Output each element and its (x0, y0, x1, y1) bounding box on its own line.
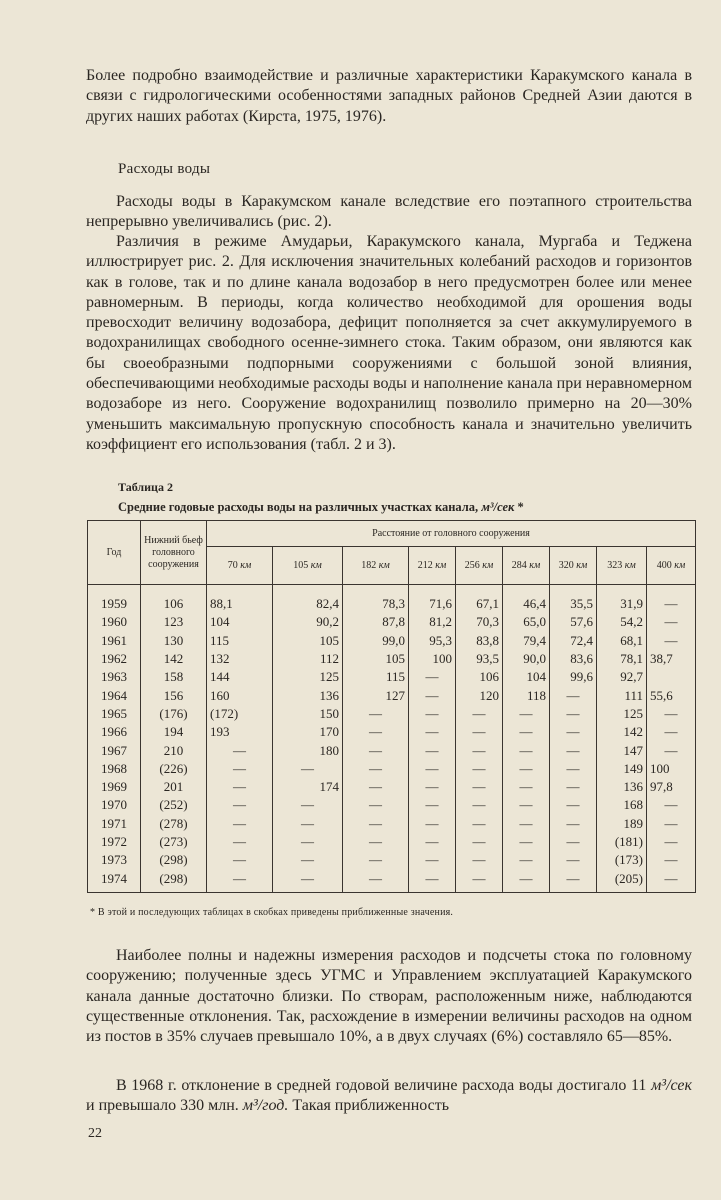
discharge-cell: — (273, 851, 343, 869)
table-row (88, 585, 696, 614)
discharge-cell: 105 (273, 632, 343, 650)
discharge-cell: — (409, 668, 456, 686)
discharge-cell: — (409, 778, 456, 796)
year-cell: 1968 (88, 760, 141, 778)
discharge-cell: — (409, 869, 456, 892)
discharge-cell: — (343, 869, 409, 892)
discharge-cell: — (343, 833, 409, 851)
discharge-cell: (181) (597, 833, 647, 851)
paragraph-4-unit-a: м³/сек (651, 1077, 693, 1094)
discharge-cell: — (550, 778, 597, 796)
year-cell: 1971 (88, 815, 141, 833)
discharge-cell: 127 (343, 686, 409, 704)
paragraph-4-text-b: и превышало 330 млн. (86, 1097, 239, 1115)
discharge-cell: (226) (141, 760, 207, 778)
paragraph-4-text-c: Такая приближенность (292, 1097, 450, 1115)
discharge-cell: — (503, 760, 550, 778)
discharge-cell: 93,5 (456, 650, 503, 668)
year-cell: 1959 (88, 585, 141, 614)
header-lower-tailwater: Нижний бьеф головного сооружения (141, 521, 207, 585)
discharge-cell: — (343, 851, 409, 869)
discharge-cell: 106 (456, 668, 503, 686)
discharge-cell: — (409, 686, 456, 704)
discharge-cell: 92,7 (597, 668, 647, 686)
discharge-cell: 142 (597, 723, 647, 741)
distance-value: 256 (464, 559, 483, 571)
discharge-cell: — (273, 869, 343, 892)
table-row (88, 796, 696, 814)
discharge-cell: — (207, 741, 273, 759)
table-row (88, 632, 696, 650)
table-row (88, 650, 696, 668)
discharge-cell: — (647, 585, 696, 614)
discharge-cell: — (647, 632, 696, 650)
discharge-cell: — (456, 796, 503, 814)
table-row (88, 760, 696, 778)
discharge-cell: — (207, 833, 273, 851)
distance-value: 212 (417, 559, 436, 571)
discharge-cell: 68,1 (597, 632, 647, 650)
discharge-cell: — (456, 760, 503, 778)
discharge-cell: 83,6 (550, 650, 597, 668)
discharge-cell: — (273, 833, 343, 851)
distance-value: 105 (293, 559, 311, 571)
discharge-cell: 118 (503, 686, 550, 704)
paragraph-2: Различия в режиме Амударьи, Каракумского канала, Мургаба и Теджена иллюстрирует рис. 2. Для исключения значительных колебаний расходов и горизонтов как в голове, так и по длине канала водозабор в него предусмотрен более или менее равномерным. В периоды, когда количество необходимой для орошения воды превосходит величину водозабора, дефицит пополняется за счет аккумулируемого в водохранилищах свободного осенне-зимнего стока. Таким образом, они являются как бы своеобразными подпорными сооружениями с большой зоной влияния, обеспечивающими необходимые расходы воды и наполнение канала при неравномерном водозаборе из него. Сооружение водохранилищ позволило примерно на 20—30% уменьшить максимальную пропускную способность канала и значительно увеличить коэффициент его использования (табл. 2 и 3). (86, 233, 692, 453)
distance-unit: км (482, 559, 494, 571)
paragraph-4 (86, 1076, 692, 1117)
header-distance: Расстояние от головного сооружения (207, 521, 696, 547)
discharge-cell: — (647, 851, 696, 869)
discharge-cell (647, 668, 696, 686)
year-cell: 1974 (88, 869, 141, 892)
discharge-cell: — (343, 723, 409, 741)
discharge-cell: 170 (273, 723, 343, 741)
discharge-cell: 105 (343, 650, 409, 668)
discharge-cell: — (550, 796, 597, 814)
discharge-cell: — (456, 778, 503, 796)
header-distance-212 (409, 547, 456, 585)
discharge-cell: — (207, 815, 273, 833)
year-cell: 1966 (88, 723, 141, 741)
discharge-cell: — (503, 833, 550, 851)
discharge-cell: (172) (207, 705, 273, 723)
header-year: Год (88, 521, 141, 585)
header-distance-323 (597, 547, 647, 585)
year-cell: 1965 (88, 705, 141, 723)
discharge-cell: 88,1 (207, 585, 273, 614)
discharge-cell: 46,4 (503, 585, 550, 614)
discharge-cell: — (343, 741, 409, 759)
discharge-cell: 81,2 (409, 613, 456, 631)
discharge-cell: 125 (273, 668, 343, 686)
discharge-cell: 194 (141, 723, 207, 741)
discharge-cell: (205) (597, 869, 647, 892)
table-row (88, 833, 696, 851)
distance-unit: км (435, 559, 447, 571)
discharge-cell: — (503, 796, 550, 814)
distance-value: 400 (656, 559, 675, 571)
table-caption-mark: * (517, 500, 524, 514)
discharge-cell: — (207, 760, 273, 778)
discharge-cell: 115 (343, 668, 409, 686)
table-row (88, 778, 696, 796)
discharge-cell: 100 (647, 760, 696, 778)
discharge-cell: 156 (141, 686, 207, 704)
distance-unit: км (624, 559, 636, 571)
discharge-cell: 83,8 (456, 632, 503, 650)
discharge-cell: — (273, 796, 343, 814)
discharge-cell: 95,3 (409, 632, 456, 650)
discharge-cell: 35,5 (550, 585, 597, 614)
discharge-cell: 136 (597, 778, 647, 796)
table-footnote: * В этой и последующих таблицах в скобках приведены приближенные значения. (90, 907, 454, 918)
discharge-cell: 54,2 (597, 613, 647, 631)
paragraph-4-unit-b: м³/год. (242, 1097, 289, 1115)
discharge-cell: — (343, 815, 409, 833)
discharge-cell: — (550, 851, 597, 869)
header-distance-400 (647, 547, 696, 585)
discharge-cell: 142 (141, 650, 207, 668)
discharge-cell: 174 (273, 778, 343, 796)
discharge-cell: — (273, 760, 343, 778)
distance-value: 320 (558, 559, 577, 571)
discharge-cell: 100 (409, 650, 456, 668)
discharge-cell: 90,0 (503, 650, 550, 668)
year-cell: 1960 (88, 613, 141, 631)
header-distance-320 (550, 547, 597, 585)
discharge-cell: 99,6 (550, 668, 597, 686)
discharge-cell: — (550, 760, 597, 778)
discharge-cell: — (647, 613, 696, 631)
header-distance-105 (273, 547, 343, 585)
discharge-cell: 160 (207, 686, 273, 704)
table-row (88, 815, 696, 833)
discharge-cell: — (409, 705, 456, 723)
discharge-cell: — (456, 833, 503, 851)
discharge-cell: — (273, 815, 343, 833)
discharge-cell: — (550, 869, 597, 892)
discharge-cell: 149 (597, 760, 647, 778)
discharge-cell: — (647, 705, 696, 723)
intro-paragraph: Более подробно взаимодействие и различные характеристики Каракумского канала в связи с гидрологическими особенностями западных районов Средней Азии даются в других наших работах (Кирста, 1975, 1976). (86, 67, 692, 125)
paragraph-1: Расходы воды в Каракумском канале вследствие его поэтапного строительства непрерывно увеличивались (рис. 2). (86, 193, 692, 231)
year-cell: 1964 (88, 686, 141, 704)
discharge-cell: 147 (597, 741, 647, 759)
discharge-cell: (173) (597, 851, 647, 869)
discharge-cell: — (207, 778, 273, 796)
discharge-cell: — (409, 851, 456, 869)
table-row (88, 613, 696, 631)
distance-unit: км (310, 559, 322, 571)
discharge-cell: — (409, 833, 456, 851)
discharge-cell: — (207, 869, 273, 892)
discharge-cell: 130 (141, 632, 207, 650)
year-cell: 1962 (88, 650, 141, 668)
discharge-cell: 90,2 (273, 613, 343, 631)
year-cell: 1963 (88, 668, 141, 686)
discharge-cell: — (409, 760, 456, 778)
discharge-cell: — (409, 815, 456, 833)
discharge-cell: — (207, 851, 273, 869)
discharge-cell: — (343, 778, 409, 796)
header-distance-284 (503, 547, 550, 585)
discharge-cell: (298) (141, 851, 207, 869)
page-number: 22 (88, 1126, 102, 1141)
discharge-cell: 99,0 (343, 632, 409, 650)
discharge-cell: — (343, 796, 409, 814)
distance-unit: км (674, 559, 686, 571)
table-caption (118, 500, 524, 515)
discharge-cell: 72,4 (550, 632, 597, 650)
discharge-cell: 189 (597, 815, 647, 833)
discharge-cell: — (343, 760, 409, 778)
table-row (88, 686, 696, 704)
discharge-cell: — (456, 723, 503, 741)
discharge-cell: — (503, 851, 550, 869)
discharge-cell: — (550, 815, 597, 833)
table-caption-text: Средние годовые расходы воды на различных участках канала, (118, 500, 479, 514)
discharge-cell: — (503, 705, 550, 723)
discharge-cell: 65,0 (503, 613, 550, 631)
discharge-cell: 70,3 (456, 613, 503, 631)
discharge-cell: — (550, 741, 597, 759)
section-heading: Расходы воды (118, 161, 211, 177)
discharge-cell: — (456, 815, 503, 833)
year-cell: 1972 (88, 833, 141, 851)
discharge-cell: 193 (207, 723, 273, 741)
table-row (88, 851, 696, 869)
discharge-cell: 31,9 (597, 585, 647, 614)
discharge-cell: 180 (273, 741, 343, 759)
paragraph-3: Наиболее полны и надежны измерения расходов и подсчеты стока по головному сооружению; полученные здесь УГМС и Управлением эксплуатацией Каракумского канала данные достаточно близки. По створам, расположенным ниже, наблюдаются существенные отклонения. Так, расхождение в измерении величины расходов на одном из постов в 35% случаев превышало 10%, а в двух случаях (6%) составляло 65—85%. (86, 947, 692, 1046)
discharge-cell: 55,6 (647, 686, 696, 704)
discharge-cell: — (647, 796, 696, 814)
distance-unit: км (240, 559, 252, 571)
discharge-cell: 115 (207, 632, 273, 650)
header-distance-256 (456, 547, 503, 585)
discharge-cell: 71,6 (409, 585, 456, 614)
discharge-cell: 112 (273, 650, 343, 668)
discharge-cell: 168 (597, 796, 647, 814)
discharge-cell: — (456, 741, 503, 759)
discharge-cell: (278) (141, 815, 207, 833)
discharge-cell: (273) (141, 833, 207, 851)
discharge-cell: 210 (141, 741, 207, 759)
discharge-cell: — (343, 705, 409, 723)
distance-value: 182 (361, 559, 379, 571)
discharge-cell: — (409, 723, 456, 741)
discharge-cell: — (647, 815, 696, 833)
distance-unit: км (529, 559, 541, 571)
discharge-cell: (298) (141, 869, 207, 892)
discharge-cell: — (456, 851, 503, 869)
discharge-cell: — (550, 833, 597, 851)
year-cell: 1970 (88, 796, 141, 814)
distance-unit: км (576, 559, 588, 571)
discharge-cell: — (647, 869, 696, 892)
discharge-cell: 132 (207, 650, 273, 668)
discharge-cell: — (207, 796, 273, 814)
discharge-cell: 201 (141, 778, 207, 796)
discharge-cell: 78,1 (597, 650, 647, 668)
year-cell: 1969 (88, 778, 141, 796)
discharge-cell: 106 (141, 585, 207, 614)
discharge-cell: 57,6 (550, 613, 597, 631)
discharge-cell: — (550, 705, 597, 723)
distance-value: 70 (227, 559, 241, 571)
discharge-cell: — (409, 741, 456, 759)
discharge-cell: 67,1 (456, 585, 503, 614)
distance-value: 323 (607, 559, 625, 571)
discharge-cell: — (456, 705, 503, 723)
discharge-table (87, 520, 696, 893)
discharge-cell: 123 (141, 613, 207, 631)
discharge-cell: — (503, 741, 550, 759)
table-row (88, 705, 696, 723)
discharge-cell: 87,8 (343, 613, 409, 631)
discharge-cell: 97,8 (647, 778, 696, 796)
discharge-cell: 125 (597, 705, 647, 723)
discharge-cell: 78,3 (343, 585, 409, 614)
table-row (88, 869, 696, 892)
year-cell: 1961 (88, 632, 141, 650)
distance-unit: км (378, 559, 390, 571)
discharge-cell: — (456, 869, 503, 892)
discharge-cell: 136 (273, 686, 343, 704)
table-row (88, 723, 696, 741)
discharge-cell: — (550, 723, 597, 741)
table-label: Таблица 2 (118, 480, 173, 494)
discharge-cell: — (647, 723, 696, 741)
table-caption-unit: м³/сек (481, 500, 515, 514)
discharge-cell: (176) (141, 705, 207, 723)
discharge-cell: 120 (456, 686, 503, 704)
year-cell: 1967 (88, 741, 141, 759)
discharge-cell: — (647, 833, 696, 851)
discharge-cell: 104 (503, 668, 550, 686)
discharge-cell: — (503, 778, 550, 796)
table-row (88, 741, 696, 759)
discharge-cell: 158 (141, 668, 207, 686)
discharge-cell: 144 (207, 668, 273, 686)
discharge-cell: — (550, 686, 597, 704)
header-distance-182 (343, 547, 409, 585)
discharge-cell: — (503, 723, 550, 741)
discharge-cell: 111 (597, 686, 647, 704)
discharge-cell: 79,4 (503, 632, 550, 650)
discharge-cell: — (409, 796, 456, 814)
header-distance-70 (207, 547, 273, 585)
discharge-cell: — (503, 815, 550, 833)
discharge-cell: 104 (207, 613, 273, 631)
discharge-cell: (252) (141, 796, 207, 814)
table-row (88, 668, 696, 686)
discharge-cell: 38,7 (647, 650, 696, 668)
distance-value: 284 (511, 559, 530, 571)
paragraph-4-text-a: В 1968 г. отклонение в средней годовой величине расхода воды достигало 11 (116, 1077, 647, 1094)
discharge-cell: 150 (273, 705, 343, 723)
discharge-cell: — (647, 741, 696, 759)
discharge-cell: 82,4 (273, 585, 343, 614)
year-cell: 1973 (88, 851, 141, 869)
discharge-cell: — (503, 869, 550, 892)
